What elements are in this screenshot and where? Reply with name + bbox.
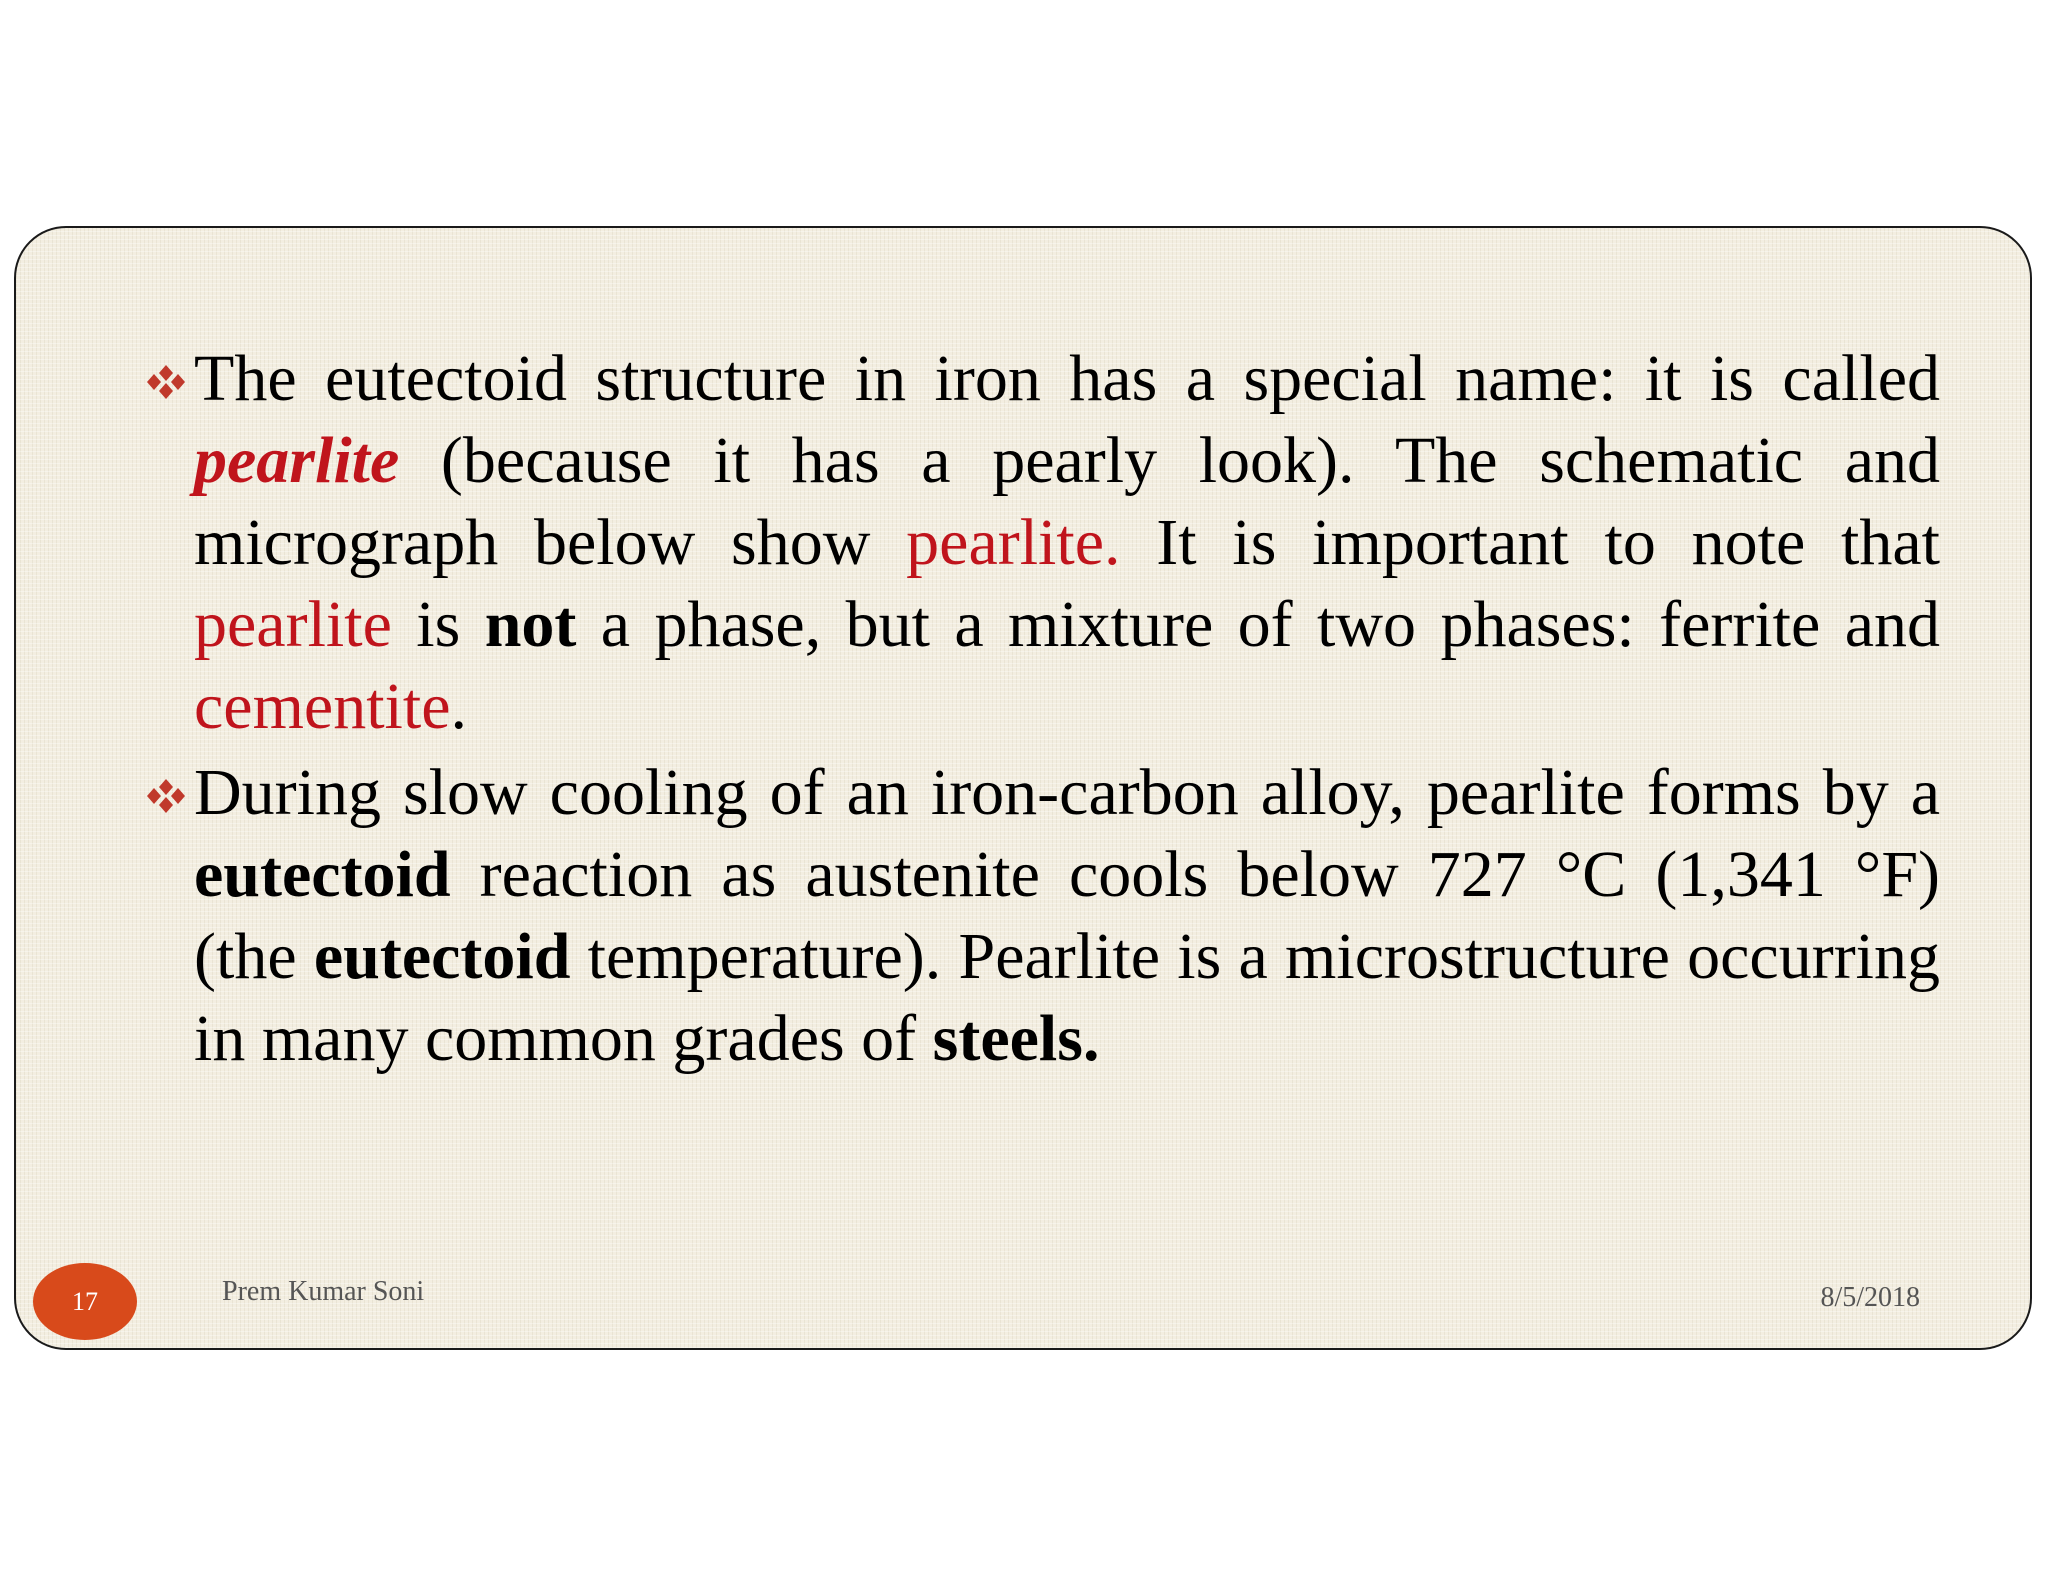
bullet-2-text-3: temperature). Pearlite is a microstructure occurring in many common grades of: [194, 920, 1941, 1075]
footer-author: Prem Kumar Soni: [222, 1276, 425, 1307]
slide-number: 17: [72, 1286, 98, 1316]
bullet-1-pearlite-red-2: pearlite: [194, 588, 392, 661]
slide: [14, 226, 2032, 1350]
slide-number-badge: [33, 1263, 137, 1340]
bullet-item-1: [144, 338, 1940, 748]
bullet-1-pearlite-red-1: pearlite.: [906, 506, 1121, 579]
bullet-1-pearlite-term: pearlite: [194, 424, 400, 497]
bullet-item-2: [144, 752, 1940, 1080]
footer-date: 8/5/2018: [1820, 1282, 1920, 1313]
bullet-1-text-5: a phase, but a mixture of two phases: ferrite and: [576, 588, 1940, 661]
bullet-1-text-2: (because it has a pearly look). The schematic and micrograph below show: [194, 424, 1940, 579]
bullet-2-text-1: During slow cooling of an iron-carbon alloy, pearlite forms by a: [194, 756, 1940, 829]
bullet-2-eutectoid-bold-1: eutectoid: [194, 838, 451, 911]
bullet-2-text-2: reaction as austenite cools below 727 °C (1,341 °F) (the: [194, 838, 1940, 993]
four-diamond-bullet-icon: [144, 778, 188, 814]
four-diamond-bullet-icon: [144, 364, 188, 400]
bullet-1-text-1: The eutectoid structure in iron has a special name: it is called: [194, 342, 1940, 415]
bullet-1-not-bold: not: [484, 588, 577, 661]
slide-content: [144, 338, 1940, 1084]
bullet-1-cementite-red: cementite: [194, 670, 451, 743]
bullet-1-text-4: is: [391, 588, 485, 661]
bullet-1-text-6: .: [450, 670, 468, 743]
bullet-2-eutectoid-bold-2: eutectoid: [313, 920, 571, 993]
bullet-1-text-3: It is important to note that: [1120, 506, 1940, 579]
bullet-2-steels-bold: steels.: [932, 1002, 1100, 1075]
